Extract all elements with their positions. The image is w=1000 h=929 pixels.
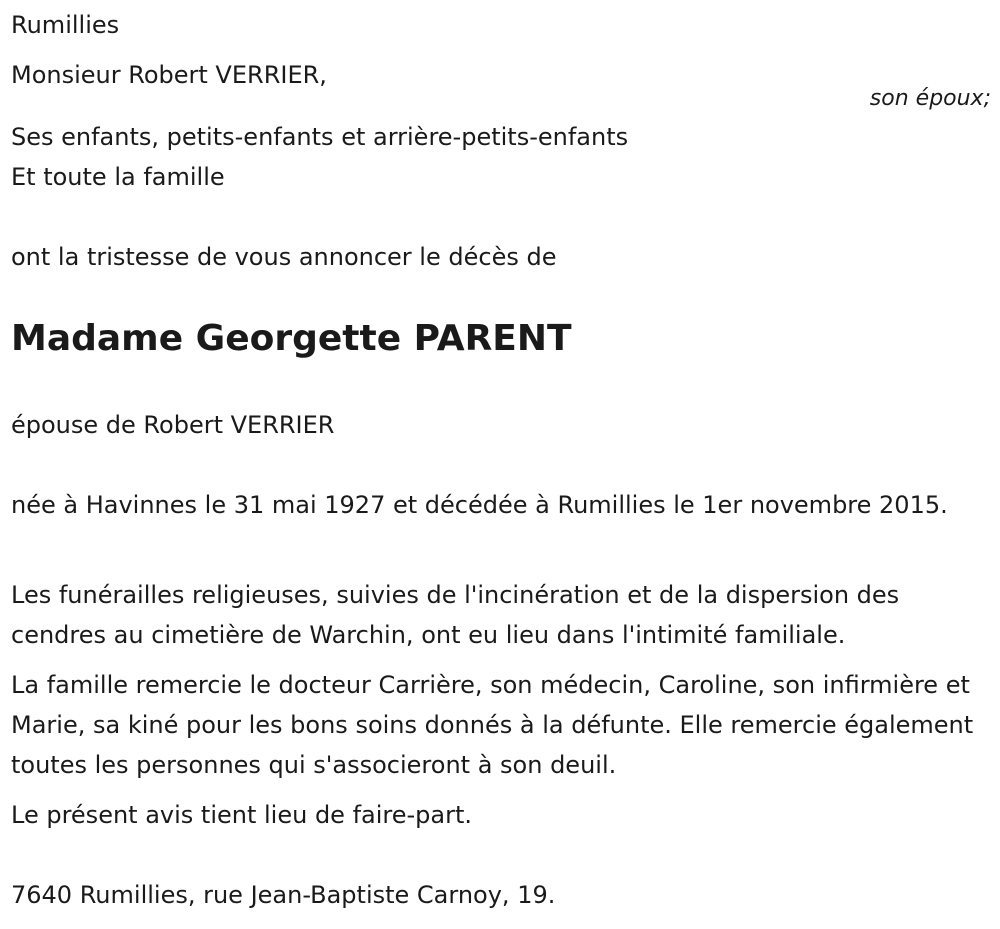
funeral-paragraph: Les funérailles religieuses, suivies de l'incinération et de la dispersion des cendres au cimetière de Warchin, ont eu lieu dans l'intimité familiale. [11, 581, 900, 649]
place-heading: Rumillies [11, 11, 120, 39]
address-line: 7640 Rumillies, rue Jean-Baptiste Carnoy, 19. [11, 881, 556, 909]
thanks-paragraph: La famille remercie le docteur Carrière, son médecin, Caroline, son infirmière et Marie, sa kiné pour les bons soins donnés à la défunte. Elle remercie également toutes les personnes qui s'associeront à son deuil. [11, 671, 974, 779]
marital-status: épouse de Robert VERRIER [11, 411, 335, 439]
faire-part-note: Le présent avis tient lieu de faire-part. [11, 801, 473, 829]
announcement-text: ont la tristesse de vous annoncer le décès de [11, 243, 557, 271]
family-line-2: Et toute la famille [11, 163, 225, 191]
deceased-name: Madame Georgette PARENT [11, 318, 572, 359]
family-line-1: Ses enfants, petits-enfants et arrière-petits-enfants [11, 123, 629, 151]
birth-death-paragraph: née à Havinnes le 31 mai 1927 et décédée à Rumillies le 1er novembre 2015. [11, 491, 948, 519]
spouse-relation: son époux; [869, 86, 991, 111]
spouse-name: Monsieur Robert VERRIER, [11, 61, 327, 89]
